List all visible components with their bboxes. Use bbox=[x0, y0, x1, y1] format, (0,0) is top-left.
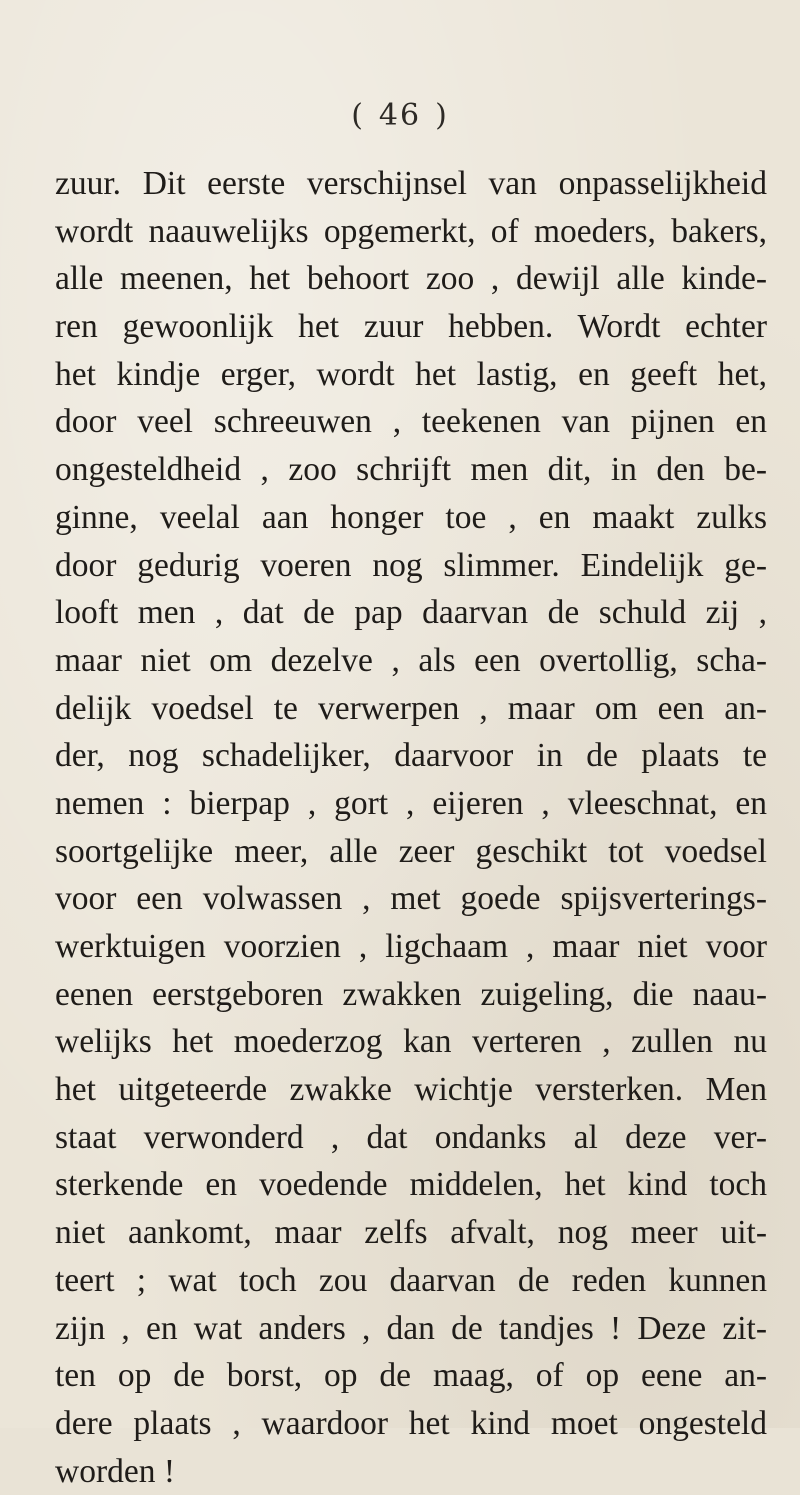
text-line: eenen eerstgeboren zwakken zuigeling, die naau- bbox=[55, 975, 767, 1013]
text-line-final: worden ! bbox=[55, 1452, 175, 1490]
text-line: niet aankomt, maar zelfs afvalt, nog meer uit- bbox=[55, 1214, 767, 1252]
text-line: delijk voedsel te verwerpen , maar om een an- bbox=[55, 689, 767, 727]
text-line: alle meenen, het behoort zoo , dewijl alle kinde- bbox=[55, 260, 767, 298]
page-number-value: 46 bbox=[378, 98, 422, 133]
text-line: door gedurig voeren nog slimmer. Eindelijk ge- bbox=[55, 546, 767, 584]
text-line: voor een volwassen , met goede spijsverterings- bbox=[55, 880, 767, 918]
text-line: nemen : bierpap , gort , eijeren , vleeschnat, en bbox=[55, 784, 767, 822]
text-line: der, nog schadelijker, daarvoor in de plaats te bbox=[55, 737, 767, 775]
text-line: zuur. Dit eerste verschijnsel van onpasselijkheid bbox=[55, 165, 767, 202]
text-line: ginne, veelal aan honger toe , en maakt zulks bbox=[55, 498, 767, 536]
text-line: sterkende en voedende middelen, het kind toch bbox=[55, 1166, 767, 1204]
text-line: wordt naauwelijks opgemerkt, of moeders, bakers, bbox=[55, 212, 767, 250]
text-line: staat verwonderd , dat ondanks al deze ver- bbox=[55, 1118, 767, 1156]
text-line: het kindje erger, wordt het lastig, en geeft het, bbox=[55, 355, 767, 393]
text-line: werktuigen voorzien , ligchaam , maar niet voor bbox=[55, 928, 767, 965]
page-number bbox=[0, 98, 800, 133]
text-line: ren gewoonlijk het zuur hebben. Wordt echter bbox=[55, 308, 767, 346]
page-number-open: ( bbox=[351, 98, 365, 133]
text-line: door veel schreeuwen , teekenen van pijnen en bbox=[55, 403, 767, 441]
text-line: teert ; wat toch zou daarvan de reden kunnen bbox=[55, 1261, 767, 1299]
text-line: looft men , dat de pap daarvan de schuld zij , bbox=[55, 594, 767, 632]
text-line: maar niet om dezelve , als een overtollig, scha- bbox=[55, 641, 767, 679]
text-line: ongesteldheid , zoo schrijft men dit, in den be- bbox=[55, 451, 767, 489]
text-line: ten op de borst, op de maag, of op eene an- bbox=[55, 1357, 767, 1395]
text-line: het uitgeteerde zwakke wichtje versterken. Men bbox=[55, 1071, 767, 1109]
text-line: welijks het moederzog kan verteren , zullen nu bbox=[55, 1023, 767, 1061]
text-line: dere plaats , waardoor het kind moet ongesteld bbox=[55, 1404, 767, 1442]
text-line: zijn , en wat anders , dan de tandjes ! Deze zit- bbox=[55, 1309, 767, 1347]
body-text bbox=[55, 160, 767, 1495]
page-number-close: ) bbox=[435, 98, 449, 133]
text-line: soortgelijke meer, alle zeer geschikt tot voedsel bbox=[55, 832, 767, 870]
